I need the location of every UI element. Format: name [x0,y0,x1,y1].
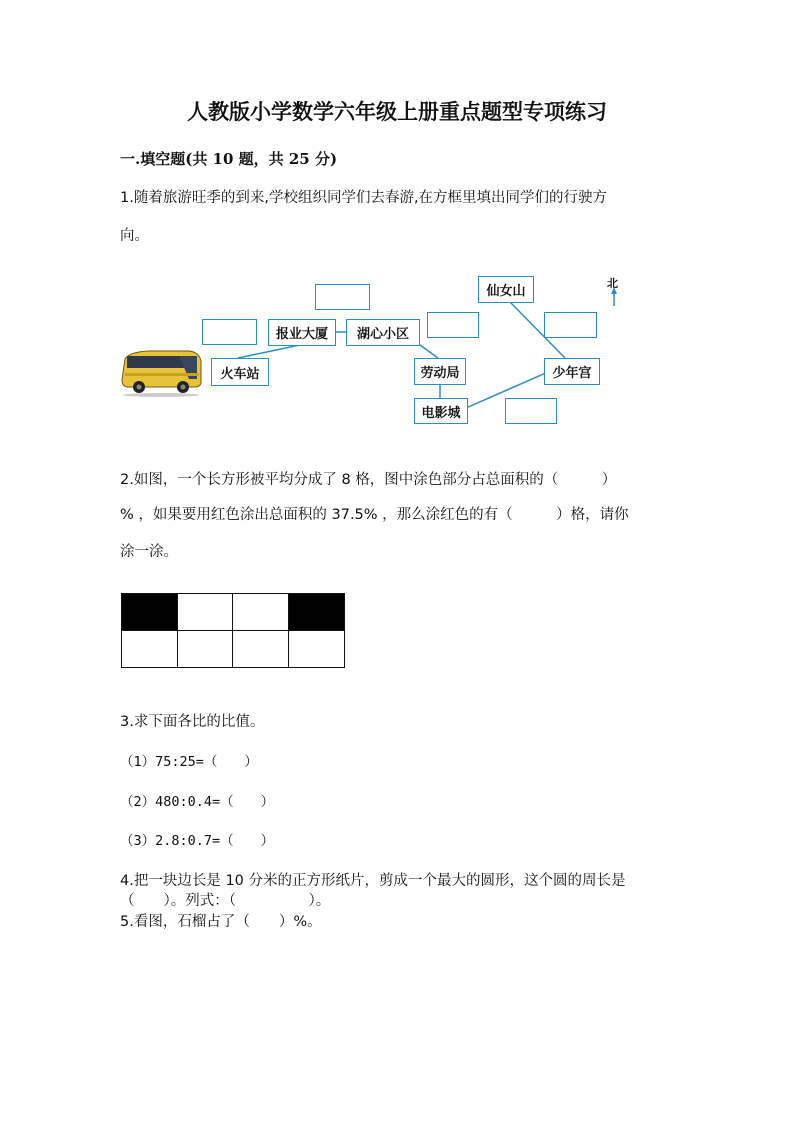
answer-box-5[interactable] [505,398,557,424]
place-lakeside-community: 湖心小区 [346,319,420,346]
q3-item-2: （2）480:0.4=（ ） [120,794,275,810]
q2-text-line1: 2.如图，一个长方形被平均分成了 8 格，图中涂色部分占总面积的（ ） [120,472,617,488]
q1-text-line1: 1.随着旅游旺季的到来,学校组织同学们去春游,在方框里填出同学们的行驶方 [120,190,608,206]
q5-text: 5.看图，石榴占了（ ）%。 [120,914,322,930]
grid-cell [178,631,234,668]
place-newspaper-building: 报业大厦 [268,319,336,346]
q2-text-line3: 涂一涂。 [120,544,178,560]
answer-box-3[interactable] [427,312,479,338]
answer-box-2[interactable] [202,319,257,345]
q2-text-line2: % ，如果要用红色涂出总面积的 37.5% ，那么涂红色的有（ ）格，请你 [120,507,629,523]
north-label: 北 [607,277,618,290]
answer-box-1[interactable] [315,284,370,310]
place-xiannv-mountain: 仙女山 [478,276,534,303]
bus-image [119,349,203,397]
grid-cell [122,631,178,668]
rectangle-grid [121,593,345,668]
place-labor-bureau: 劳动局 [414,358,466,385]
place-youth-palace: 少年宫 [544,358,600,385]
grid-cell [178,594,234,631]
answer-box-4[interactable] [544,312,597,338]
q3-stem: 3.求下面各比的比值。 [120,714,265,730]
q3-item-3: （3）2.8:0.7=（ ） [120,833,275,849]
place-train-station: 火车站 [211,358,269,386]
grid-cell-shaded [289,594,345,631]
q1-text-line2: 向。 [120,228,149,244]
grid-cell [233,594,289,631]
q4-text-line1: 4.把一块边长是 10 分米的正方形纸片，剪成一个最大的圆形，这个圆的周长是 [120,873,626,889]
place-cinema: 电影城 [414,398,468,424]
grid-cell [233,631,289,668]
grid-cell-shaded [122,594,178,631]
section-heading: 一.填空题(共 10 题，共 25 分) [120,150,338,168]
grid-cell [289,631,345,668]
q4-text-line2: （ ）。列式：（ ）。 [120,893,331,909]
line-station-newspaper [238,345,300,358]
q3-item-1: （1）75:25=（ ） [120,754,258,770]
page-title: 人教版小学数学六年级上册重点题型专项练习 [187,99,607,124]
line-lakeside-labor [420,345,438,358]
